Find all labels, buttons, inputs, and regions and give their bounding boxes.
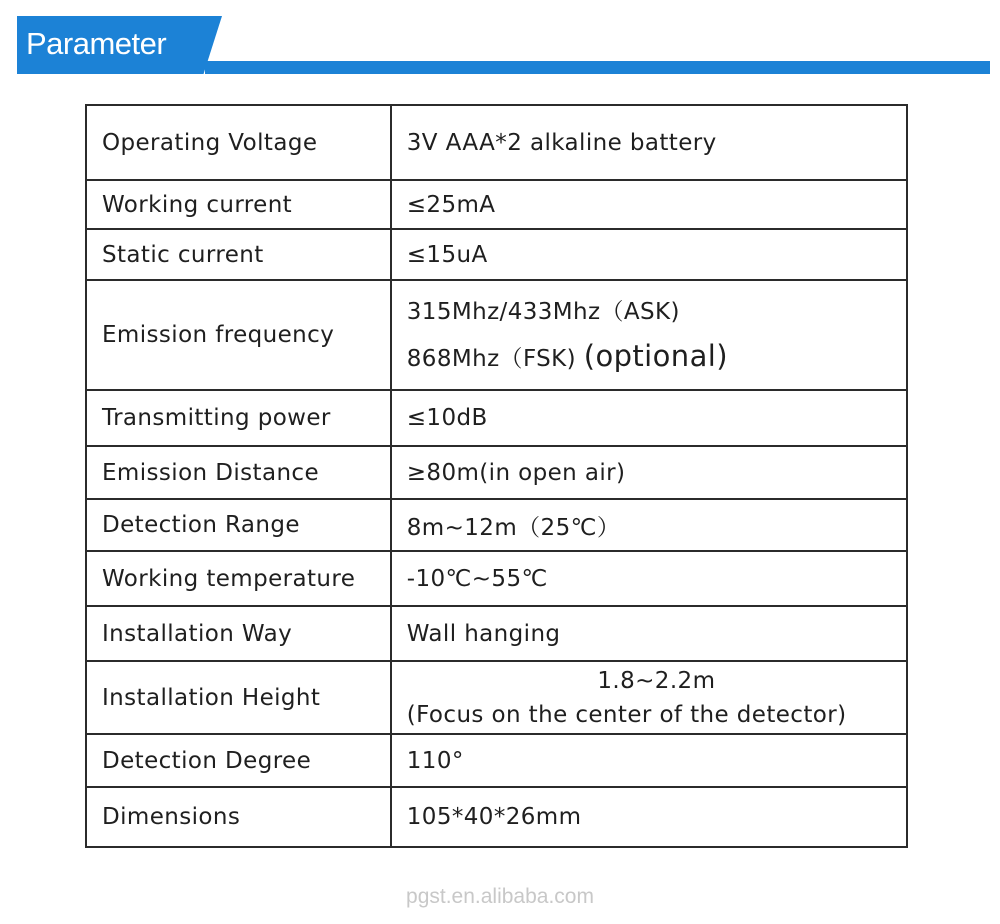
watermark-text: pgst.en.alibaba.com [406, 885, 594, 908]
param-value: 3V AAA*2 alkaline battery [391, 105, 907, 180]
table-row [86, 180, 907, 229]
param-value: 8m~12m（25℃） [391, 499, 907, 551]
param-value [391, 661, 907, 734]
table-row [86, 105, 907, 180]
param-value-line: (Focus on the center of the detector) [406, 701, 847, 728]
param-value-line: 1.8~2.2m [597, 667, 716, 694]
param-value-line [407, 334, 906, 381]
param-value: ≥80m(in open air) [391, 446, 907, 499]
param-label: Static current [86, 229, 391, 280]
table-row [86, 280, 907, 390]
table-row [86, 551, 907, 606]
param-value: ≤10dB [391, 390, 907, 446]
section-header [17, 16, 990, 76]
param-value-line: 315Mhz/433Mhz（ASK) [406, 298, 680, 325]
table-row [86, 606, 907, 661]
param-value: Wall hanging [391, 606, 907, 661]
param-label: Emission frequency [86, 280, 391, 390]
param-value-part: 868Mhz（FSK) [406, 345, 584, 372]
param-label: Emission Distance [86, 446, 391, 499]
param-value: ≤25mA [391, 180, 907, 229]
param-value [391, 280, 907, 390]
param-label: Detection Range [86, 499, 391, 551]
table-row [86, 734, 907, 787]
param-value: ≤15uA [391, 229, 907, 280]
table-row [86, 446, 907, 499]
param-value: 110° [391, 734, 907, 787]
table-row [86, 390, 907, 446]
param-label: Operating Voltage [86, 105, 391, 180]
param-value: -10℃~55℃ [391, 551, 907, 606]
table-row [86, 229, 907, 280]
header-underline-bar [205, 61, 990, 74]
param-label: Installation Height [86, 661, 391, 734]
param-label: Working temperature [86, 551, 391, 606]
param-label: Dimensions [86, 787, 391, 847]
param-label: Transmitting power [86, 390, 391, 446]
table-row [86, 661, 907, 734]
param-label: Detection Degree [86, 734, 391, 787]
section-title: Parameter [26, 26, 167, 61]
table-row [86, 499, 907, 551]
param-value: 105*40*26mm [391, 787, 907, 847]
parameter-table [85, 104, 908, 848]
table-row [86, 787, 907, 847]
param-label: Working current [86, 180, 391, 229]
param-value-optional: (optional) [583, 338, 728, 373]
param-label: Installation Way [86, 606, 391, 661]
